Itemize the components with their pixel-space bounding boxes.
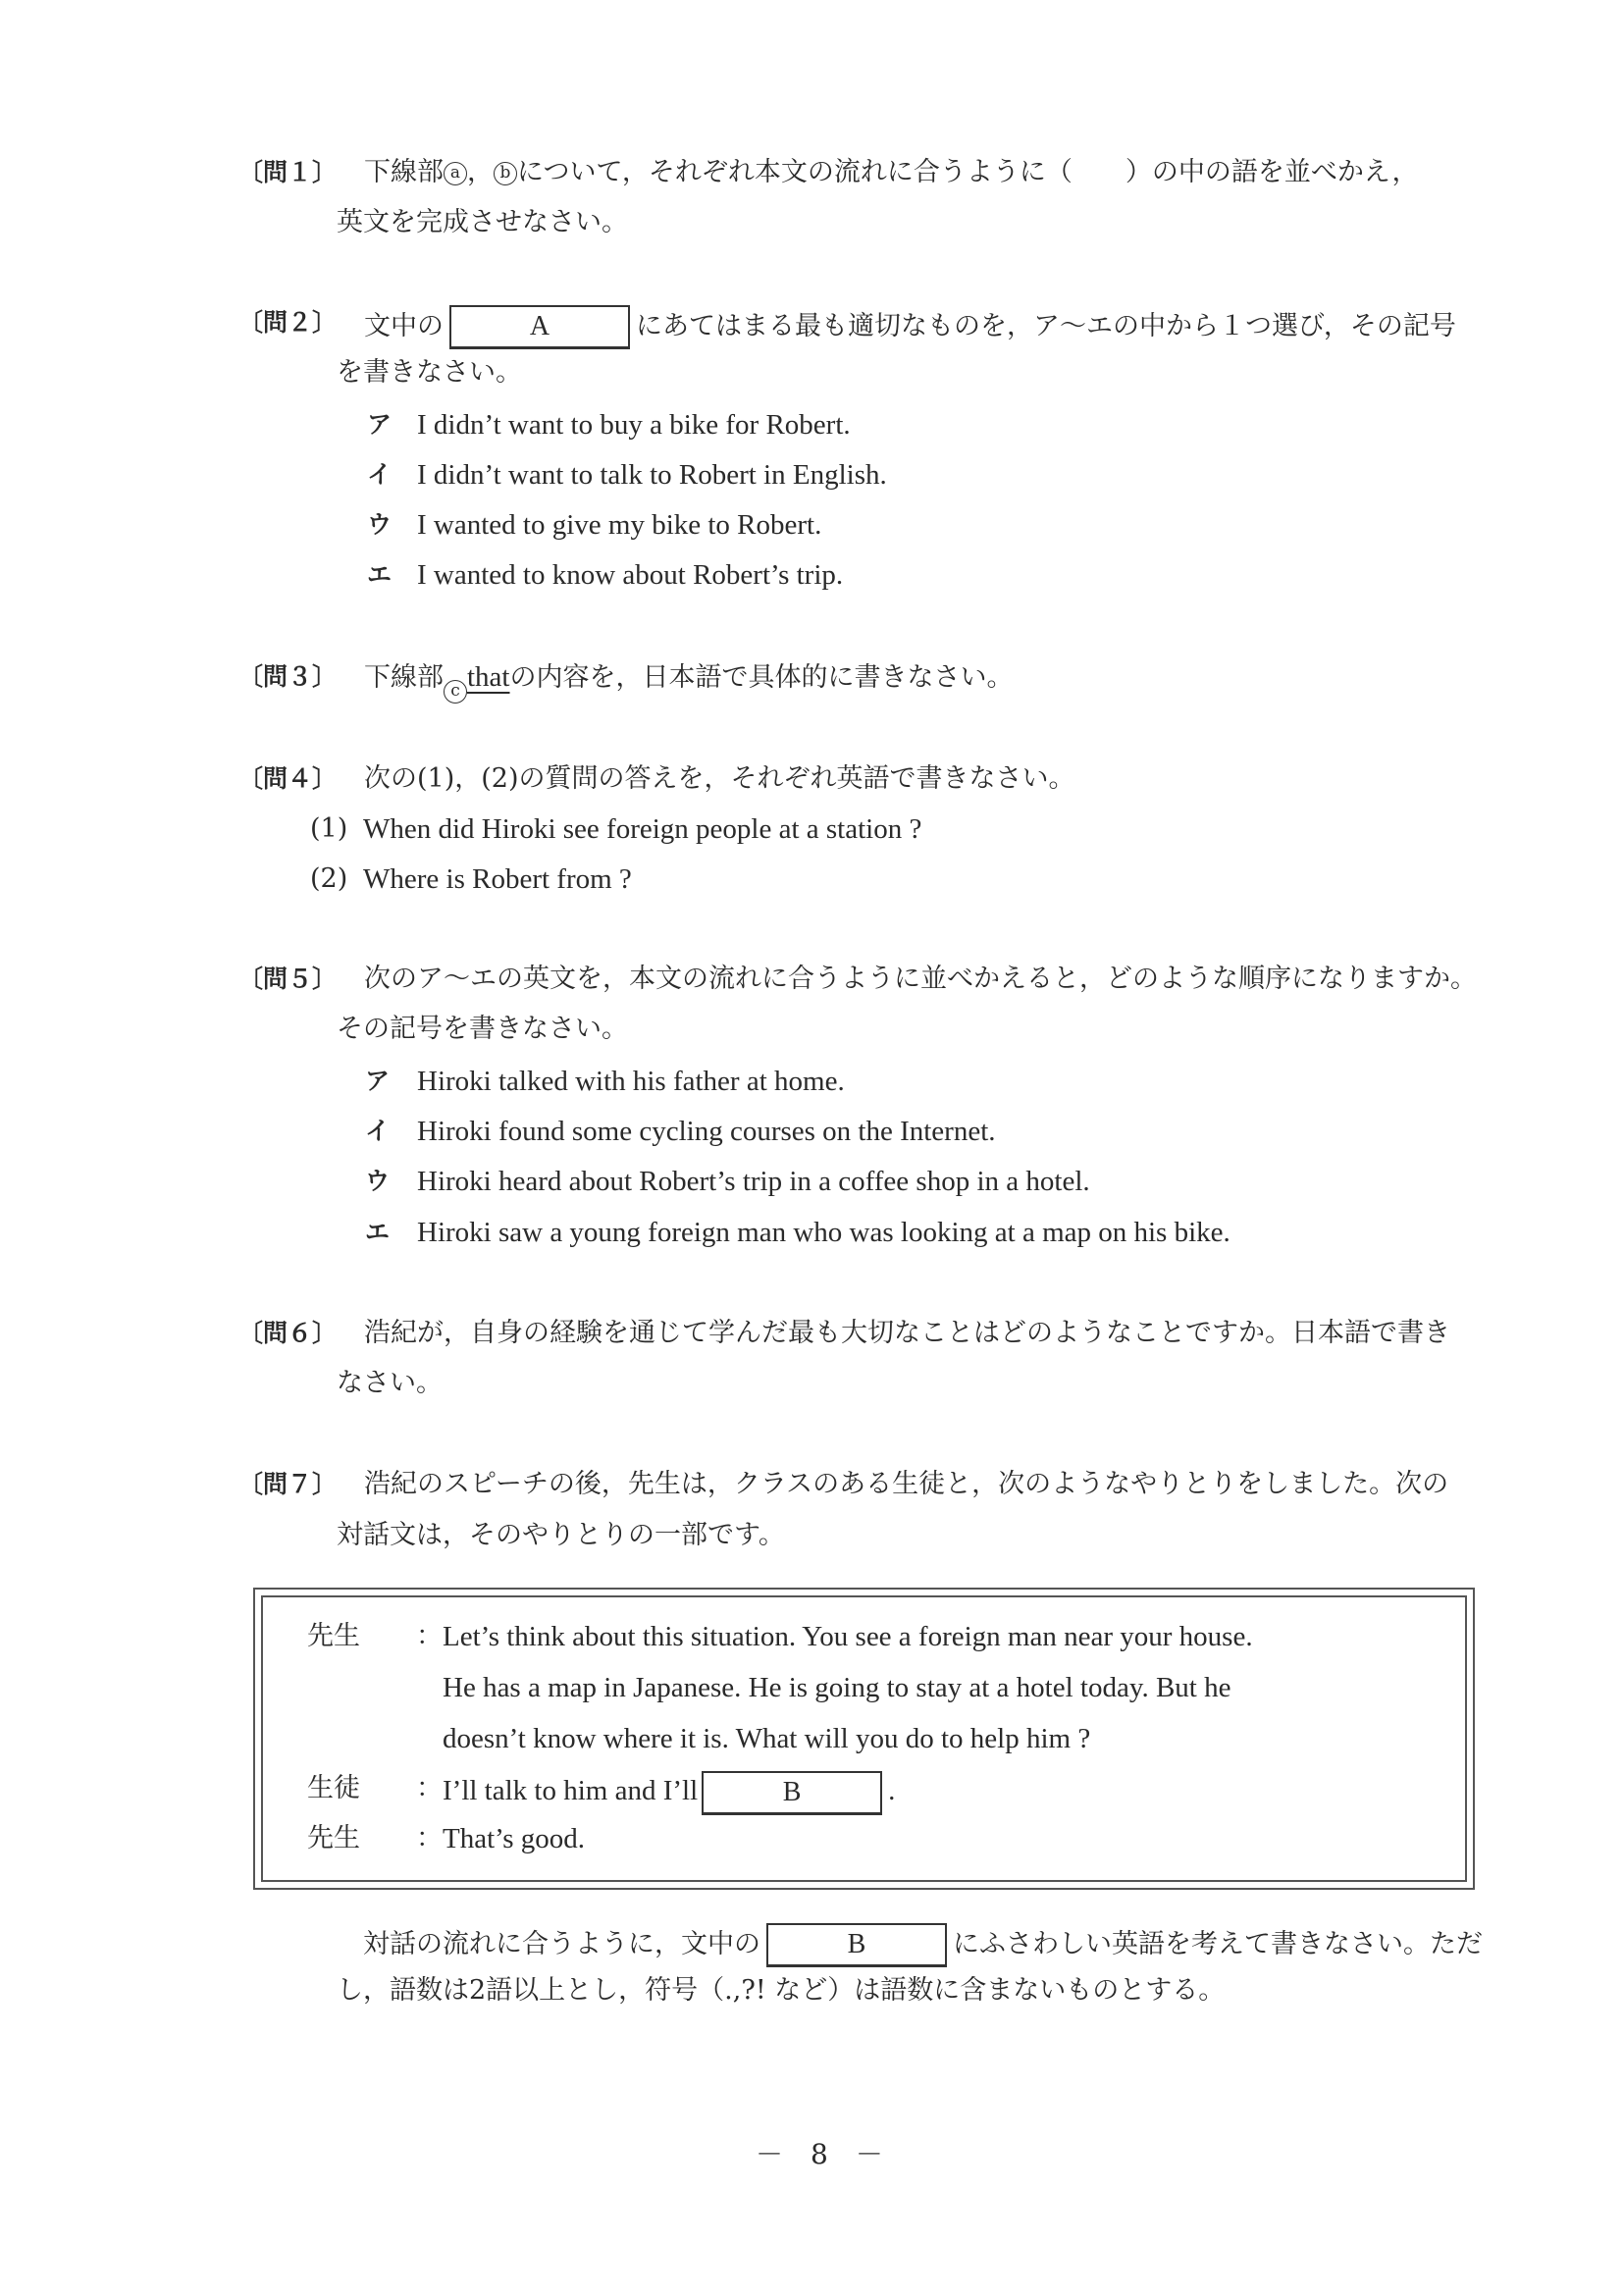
q2-option-mark: ア	[367, 410, 393, 439]
para-pre: 対話の流れに合うように，文中の	[363, 1929, 760, 1959]
q2-option-text: I didn’t want to talk to Robert in English.	[417, 459, 887, 491]
q3-pre: 下線部	[364, 662, 444, 693]
q7-text-line2: 対話文は，そのやりとりの一部です。	[337, 1520, 785, 1550]
speaker-teacher: 先生	[307, 1621, 360, 1651]
para-post: にふさわしい英語を考えて書きなさい。ただ	[953, 1929, 1483, 1959]
q3-post: の内容を，日本語で具体的に書きなさい。	[509, 662, 1014, 693]
colon: ：	[416, 1823, 443, 1853]
student-post: .	[888, 1775, 896, 1807]
q3-label: 〔問３〕	[238, 662, 338, 691]
q7-text: 浩紀のスピーチの後，先生は，クラスのある生徒と，次のようなやりとりをしました。次の	[364, 1469, 1449, 1499]
q5-option-text: Hiroki found some cycling courses on the Internet.	[417, 1116, 996, 1147]
q2-option-mark: エ	[367, 560, 393, 589]
q4-label: 〔問４〕	[238, 764, 338, 793]
student-pre: I’ll talk to him and I’ll	[443, 1775, 699, 1807]
q5-option-text: Hiroki talked with his father at home.	[417, 1066, 845, 1097]
q4-item-text: When did Hiroki see foreign people at a station ?	[363, 813, 922, 845]
q2-text-line2: を書きなさい。	[337, 357, 522, 388]
blank-b: B	[702, 1771, 882, 1815]
q2-option-mark: イ	[367, 460, 393, 489]
q2-text	[364, 305, 1456, 349]
page-number: － 8 －	[756, 2138, 883, 2170]
q2-pre: 文中の	[364, 311, 444, 341]
q1-post: について，それぞれ本文の流れに合うように（ ）の中の語を並べかえ，	[517, 157, 1419, 187]
colon: ：	[416, 1773, 443, 1803]
q6-text-line2: なさい。	[337, 1368, 443, 1398]
q5-option-text: Hiroki saw a young foreign man who was looking at a map on his bike.	[417, 1217, 1230, 1248]
q5-option-mark: イ	[365, 1117, 391, 1145]
dialog-line: He has a map in Japanese. He is going to stay at a hotel today. But he	[443, 1672, 1231, 1703]
q2-option-text: I wanted to give my bike to Robert.	[417, 509, 822, 541]
q1-pre: 下線部	[364, 157, 444, 187]
dialog-line: doesn’t know where it is. What will you do to help him ?	[443, 1723, 1091, 1754]
blank-a: A	[449, 305, 630, 349]
dialog-line-student	[443, 1771, 895, 1815]
speaker-teacher: 先生	[307, 1823, 360, 1853]
q1-text	[364, 155, 1419, 190]
q6-label: 〔問６〕	[238, 1319, 338, 1347]
speaker-student: 生徒	[307, 1773, 360, 1803]
blank-b-ref: B	[766, 1923, 947, 1967]
q1-label: 〔問１〕	[238, 158, 338, 186]
colon: ：	[416, 1621, 443, 1651]
q1-sep: ，	[467, 157, 494, 187]
circle-c: c	[444, 680, 467, 704]
q2-option-text: I wanted to know about Robert’s trip.	[417, 559, 844, 591]
q3-text	[364, 659, 1014, 704]
q4-text: 次の(1)，(2)の質問の答えを，それぞれ英語で書きなさい。	[364, 763, 1075, 794]
q5-option-text: Hiroki heard about Robert’s trip in a coffee shop in a hotel.	[417, 1166, 1090, 1197]
q7-label: 〔問７〕	[238, 1470, 338, 1498]
q5-label: 〔問５〕	[238, 965, 338, 993]
q6-text: 浩紀が，自身の経験を通じて学んだ最も大切なことはどのようなことですか。日本語で書き	[364, 1318, 1450, 1348]
q4-item-text: Where is Robert from ?	[363, 863, 632, 895]
circle-a: a	[444, 162, 467, 185]
q2-option-mark: ウ	[367, 510, 393, 539]
q5-option-mark: ウ	[365, 1167, 391, 1195]
q5-text: 次のア～エの英文を，本文の流れに合うように並べかえると，どのような順序になりますか。	[364, 964, 1477, 994]
q2-option-text: I didn’t want to buy a bike for Robert.	[417, 409, 851, 441]
q4-item-num: (2)	[310, 863, 348, 894]
q5-option-mark: エ	[365, 1218, 391, 1246]
circle-b: b	[494, 162, 517, 185]
q5-text-line2: その記号を書きなさい。	[337, 1014, 628, 1044]
q2-post: にあてはまる最も適切なものを，ア～エの中から１つ選び，その記号	[636, 311, 1456, 341]
q7-instruction	[363, 1923, 1483, 1967]
q2-label: 〔問２〕	[238, 308, 338, 337]
dialog-line: That’s good.	[443, 1823, 585, 1854]
underlined-that: that	[467, 661, 510, 693]
q7-instruction-line2: し，語数は2語以上とし，符号（.,?! など）は語数に含まないものとする。	[337, 1975, 1226, 2006]
dialog-line: Let’s think about this situation. You see a foreign man near your house.	[443, 1621, 1253, 1652]
q5-option-mark: ア	[365, 1067, 391, 1095]
q1-text-line2: 英文を完成させなさい。	[337, 207, 628, 237]
q4-item-num: (1)	[310, 813, 348, 844]
